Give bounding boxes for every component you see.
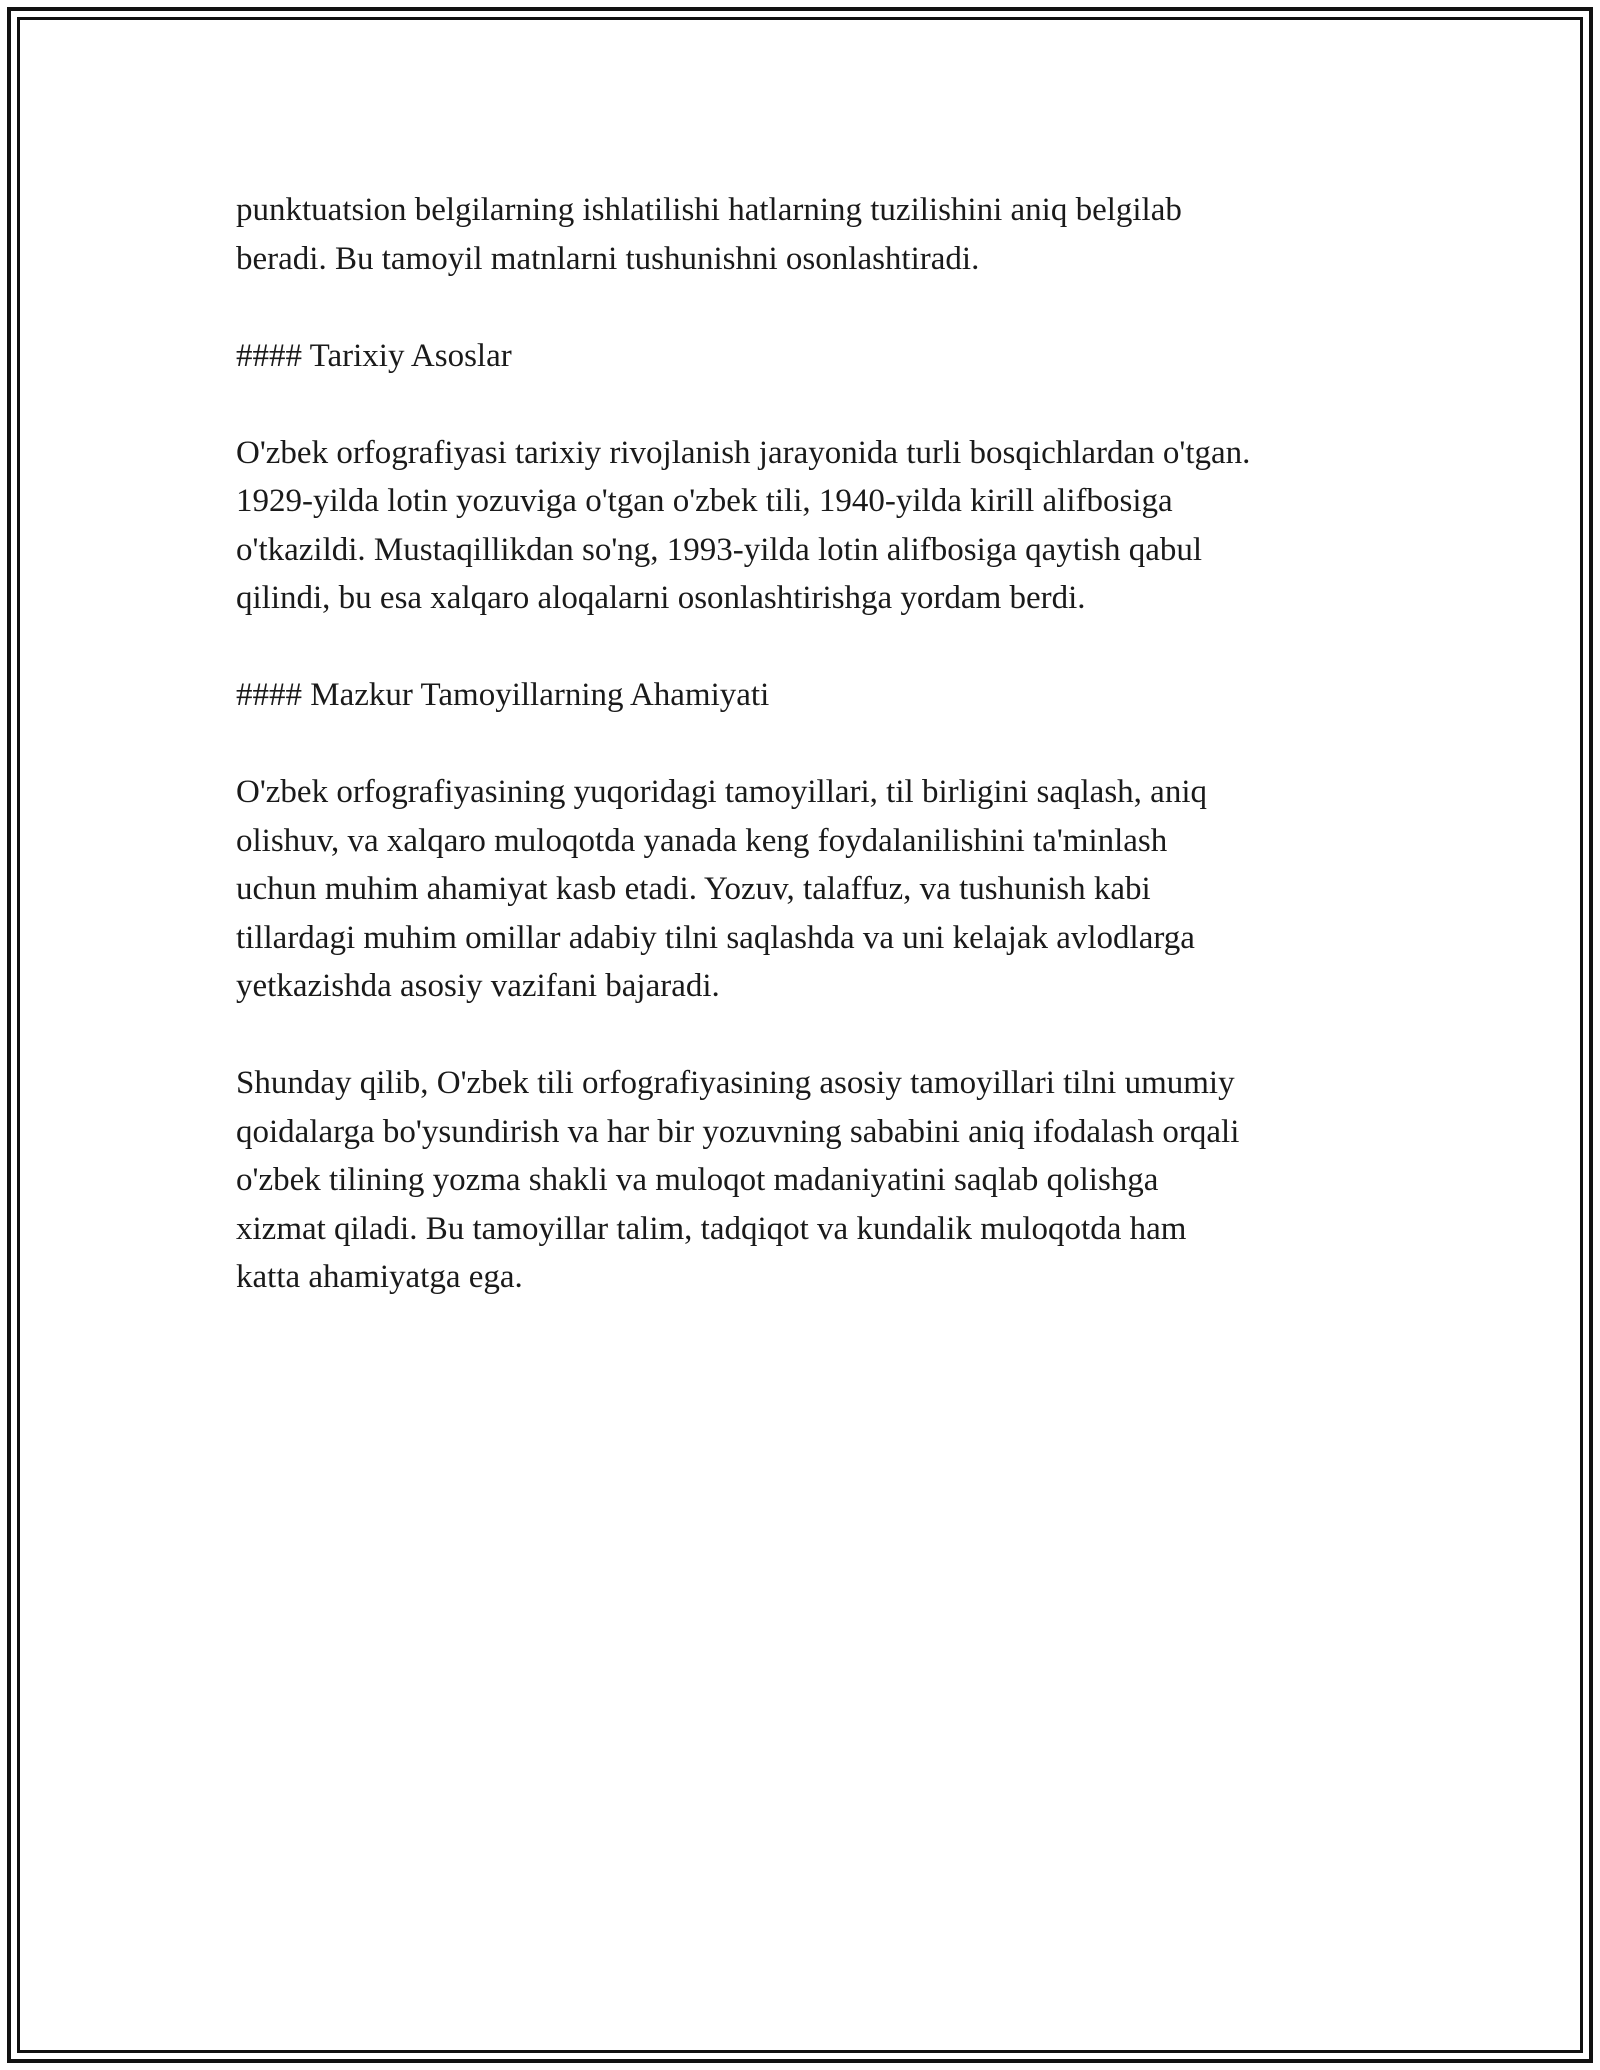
paragraph-conclusion: [236, 1059, 1366, 1302]
text-line: 1929-yilda lotin yozuviga o'tgan o'zbek tili, 1940-yilda kirill alifbosiga: [236, 483, 1173, 519]
paragraph-principles-importance: [236, 768, 1366, 1011]
text-line: katta ahamiyatga ega.: [236, 1259, 523, 1295]
text-line: yetkazishda asosiy vazifani bajaradi.: [236, 968, 720, 1004]
text-line: uchun muhim ahamiyat kasb etadi. Yozuv, talaffuz, va tushunish kabi: [236, 871, 1151, 907]
text-line: beradi. Bu tamoyil matnlarni tushunishni osonlashtiradi.: [236, 240, 980, 277]
heading-text: #### Mazkur Tamoyillarning Ahamiyati: [236, 677, 770, 713]
section-heading-ahamiyati: [236, 671, 1366, 720]
paragraph-punctuation-continued: [236, 186, 1366, 283]
text-line: qoidalarga bo'ysundirish va har bir yozuvning sababini aniq ifodalash orqali: [236, 1113, 1240, 1150]
heading-text: #### Tarixiy Asoslar: [236, 337, 512, 374]
text-line: o'tkazildi. Mustaqillikdan so'ng, 1993-yilda lotin alifbosiga qaytish qabul: [236, 531, 1203, 568]
text-line: Shunday qilib, O'zbek tili orfografiyasining asosiy tamoyillari tilni umumiy: [236, 1065, 1235, 1101]
text-line: o'zbek tilining yozma shakli va muloqot madaniyatini saqlab qolishga: [236, 1162, 1159, 1198]
text-line: olishuv, va xalqaro muloqotda yanada keng foydalanilishini ta'minlash: [236, 822, 1168, 859]
text-line: O'zbek orfografiyasining yuqoridagi tamoyillari, til birligini saqlash, aniq: [236, 774, 1207, 810]
text-line: qilindi, bu esa xalqaro aloqalarni osonlashtirishga yordam berdi.: [236, 580, 1086, 616]
document-body: [236, 186, 1366, 1350]
text-line: O'zbek orfografiyasi tarixiy rivojlanish jarayonida turli bosqichlardan o'tgan.: [236, 434, 1251, 471]
section-heading-tarixiy-asoslar: [236, 332, 1366, 381]
text-line: xizmat qiladi. Bu tamoyillar talim, tadqiqot va kundalik muloqotda ham: [236, 1210, 1187, 1247]
text-line: tillardagi muhim omillar adabiy tilni saqlashda va uni kelajak avlodlarga: [236, 919, 1195, 956]
text-line: punktuatsion belgilarning ishlatilishi hatlarning tuzilishini aniq belgilab: [236, 192, 1182, 228]
paragraph-historical-foundations: [236, 429, 1366, 623]
